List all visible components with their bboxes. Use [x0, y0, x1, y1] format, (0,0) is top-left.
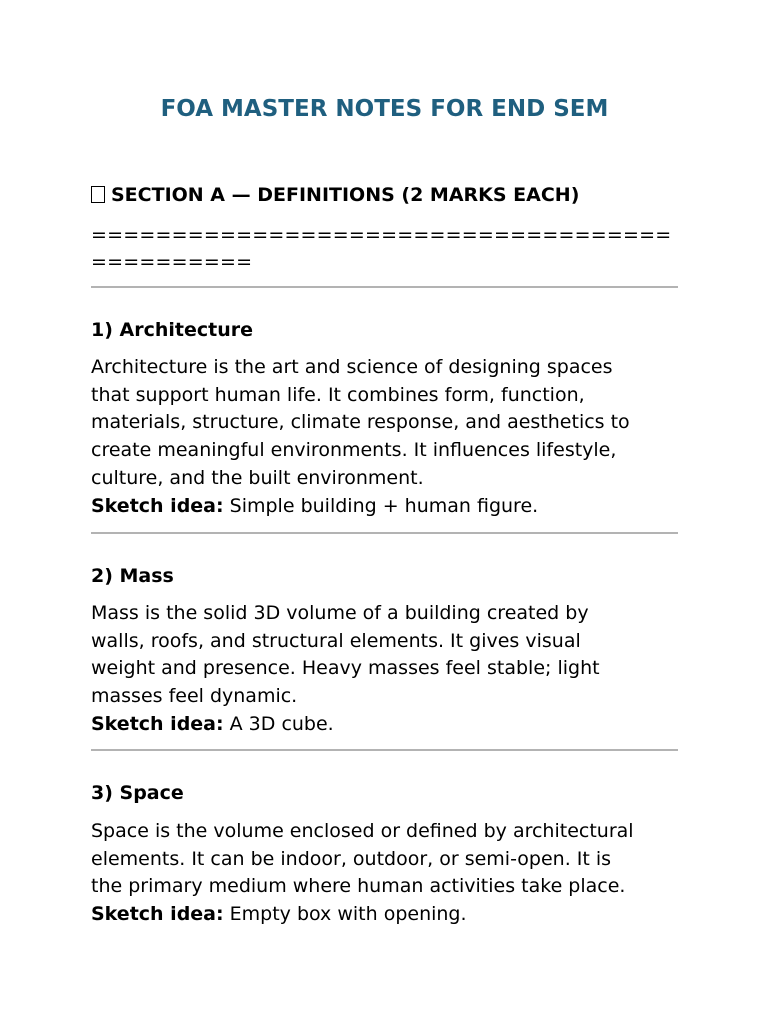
entry-body-space: [91, 818, 678, 929]
entry-title-space: 3) Space: [91, 782, 184, 804]
body-line: elements. It can be indoor, outdoor, or semi-open. It is: [91, 847, 612, 870]
section-heading-text: SECTION A — DEFINITIONS (2 MARKS EACH): [111, 184, 580, 206]
sketch-idea-text: Empty box with opening.: [223, 903, 467, 926]
document-title: FOA MASTER NOTES FOR END SEM: [160, 96, 609, 122]
entry-title-architecture: 1) Architecture: [91, 319, 253, 341]
body-line: materials, structure, climate response, and aesthetics to: [91, 411, 630, 434]
body-line: weight and presence. Heavy masses feel stable; light: [91, 657, 600, 680]
body-line: walls, roofs, and structural elements. It gives visual: [91, 629, 581, 652]
body-line: create meaningful environments. It influences lifestyle,: [91, 439, 617, 462]
sketch-idea-text: A 3D cube.: [223, 712, 334, 735]
entry-body-architecture: [91, 354, 678, 520]
body-line: masses feel dynamic.: [91, 685, 298, 708]
section-heading: [91, 182, 579, 208]
body-line: Space is the volume enclosed or defined by architectural: [91, 820, 634, 842]
body-line: Mass is the solid 3D volume of a building created by: [91, 602, 589, 624]
body-line: Architecture is the art and science of designing spaces: [91, 356, 613, 378]
sketch-idea-text: Simple building + human figure.: [223, 494, 539, 517]
sketch-idea-label: Sketch idea:: [91, 494, 224, 517]
sketch-idea-label: Sketch idea:: [91, 712, 224, 735]
horizontal-rule: [91, 286, 678, 288]
sketch-idea-label: Sketch idea:: [91, 903, 224, 926]
body-line: the primary medium where human activities take place.: [91, 875, 626, 898]
horizontal-rule: [91, 532, 678, 534]
horizontal-rule: [91, 749, 678, 751]
body-line: culture, and the built environment.: [91, 466, 424, 489]
entry-title-mass: 2) Mass: [91, 565, 174, 587]
entry-body-mass: [91, 600, 678, 739]
body-line: that support human life. It combines form, function,: [91, 383, 585, 406]
missing-glyph-box-icon: [91, 186, 105, 203]
equals-divider-text: ==============================================: [91, 224, 672, 273]
